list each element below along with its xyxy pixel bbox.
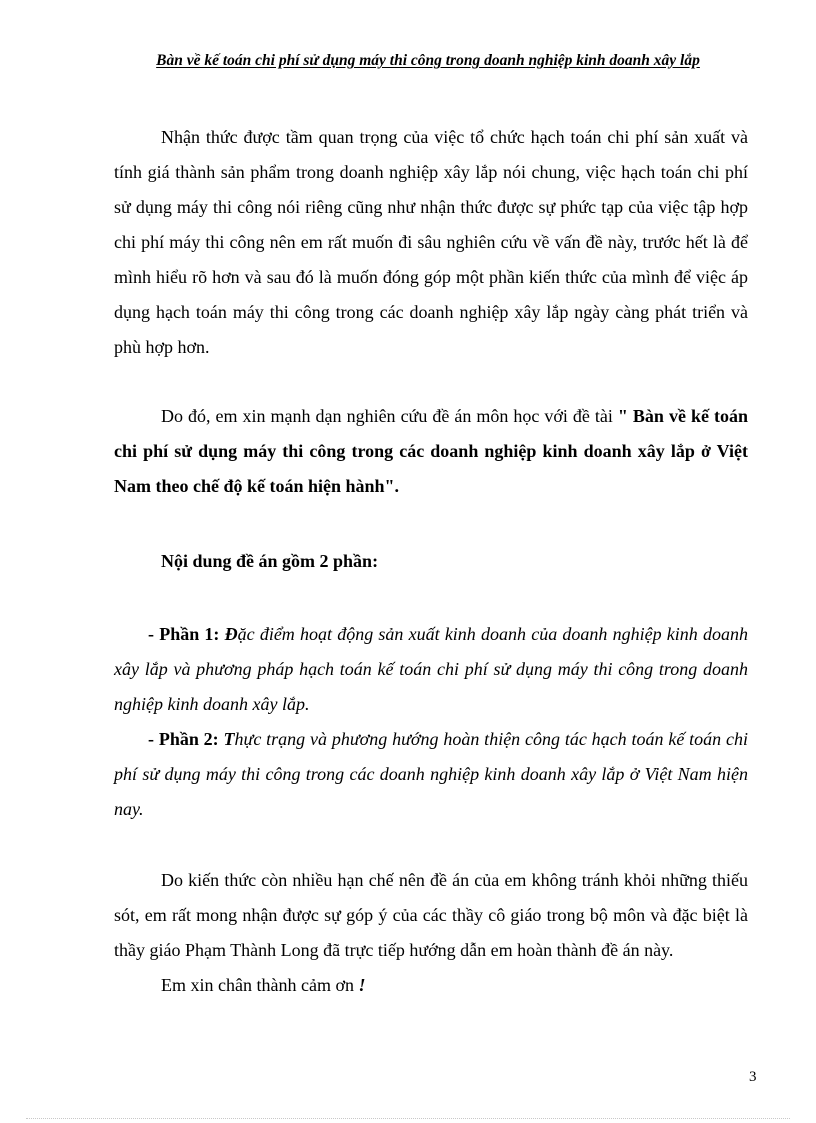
intro-paragraph: Nhận thức được tầm quan trọng của việc tổ chức hạch toán chi phí sản xuất và tính giá thành sản phẩm trong doanh nghiệp xây lắp nói chung, việc hạch toán chi phí sử dụng máy thi công nói riêng cũng như nhận thức được sự phức tạp của việc tập hợp chi phí máy thi công nên em rất muốn đi sâu nghiên cứu về vấn đề này, trước hết là để mình hiểu rõ hơn và sau đó là muốn đóng góp một phần kiến thức của mình để việc áp dụng hạch toán máy thi công trong các doanh nghiệp xây lắp ngày càng phát triển và phù hợp hơn. (114, 127, 748, 357)
part-2-first-letter: T (223, 729, 235, 749)
thanks-line (114, 968, 748, 1003)
thanks-text: Em xin chân thành cảm ơn (161, 975, 359, 995)
content-heading: Nội dung đề án gồm 2 phần: (161, 551, 379, 571)
part-2-text: hực trạng và phương hướng hoàn thiện công tác hạch toán kế toán chi phí sử dụng máy thi công trong các doanh nghiệp kinh doanh xây lắp ở Việt Nam hiện nay. (114, 729, 748, 819)
document-title: Bàn về kế toán chi phí sử dụng máy thi công trong doanh nghiệp kinh doanh xây lắp (156, 52, 700, 69)
page-number: 3 (749, 1069, 757, 1085)
part-2-item (114, 722, 748, 827)
topic-title: " Bàn về kế toán chi phí sử dụng máy thi công trong các doanh nghiệp kinh doanh xây lắp ở Việt Nam theo chế độ kế toán hiện hành". (114, 406, 748, 496)
part-2-label: - Phần 2: (148, 729, 224, 749)
part-1-first-letter: Đ (224, 624, 238, 644)
topic-prefix: Do đó, em xin mạnh dạn nghiên cứu đề án môn học với đề tài (161, 406, 618, 426)
part-1-label: - Phần 1: (148, 624, 225, 644)
topic-paragraph (114, 399, 748, 504)
thanks-mark: ! (358, 975, 366, 995)
page-header (60, 50, 796, 72)
limitation-paragraph: Do kiến thức còn nhiều hạn chế nên đề án của em không tránh khỏi những thiếu sót, em rất mong nhận được sự góp ý của các thầy cô giáo trong bộ môn và đặc biệt là thầy giáo Phạm Thành Long đã trực tiếp hướng dẫn em hoàn thành đề án này. (114, 870, 748, 960)
document-body (114, 120, 748, 1003)
footer-divider (26, 1118, 790, 1119)
part-1-text: ặc điểm hoạt động sản xuất kinh doanh của doanh nghiệp kinh doanh xây lắp và phương pháp hạch toán kế toán chi phí sử dụng máy thi công trong doanh nghiệp kinh doanh xây lắp. (114, 624, 748, 714)
part-1-item (114, 617, 748, 722)
